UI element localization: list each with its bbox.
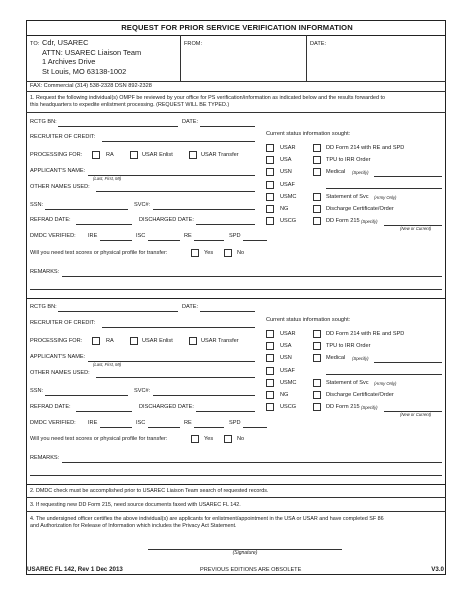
dd215-checkbox[interactable] [313,403,321,411]
statement-svc-checkbox[interactable] [313,193,321,201]
remarks-field-line-2[interactable] [30,289,442,290]
remarks-field-line-1[interactable] [62,462,442,463]
other-names-field[interactable] [96,191,255,192]
discharge-cert-checkbox[interactable] [313,205,321,213]
dd214-label: DD Form 214 with RE and SPD [326,331,405,337]
svc-field[interactable] [153,395,255,396]
date-field[interactable] [200,126,255,127]
medical-specify-hint: (Specify) [352,356,369,361]
usar-enlist-checkbox[interactable] [130,151,138,159]
discharged-label: DISCHARGED DATE: [139,217,194,223]
refrad-label: REFRAD DATE: [30,404,71,410]
status-usa-label: USA [280,157,292,163]
ire-label: IRE [88,420,98,426]
medical-label: Medical [326,169,346,175]
tpu-irr-label: TPU to IRR Order [326,343,371,349]
usar-enlist-label: USAR Enlist [142,338,173,344]
statement-svc-label: Statement of Svc [326,380,369,386]
ra-label: RA [106,338,114,344]
tpu-irr-checkbox[interactable] [313,156,321,164]
svc-field[interactable] [153,209,255,210]
current-status-label: Current status information sought: [266,131,351,137]
no-label: No [237,436,245,442]
divider [26,35,446,36]
medical-label: Medical [326,355,346,361]
status-usmc-label: USMC [280,380,297,386]
ssn-label: SSN: [30,202,44,208]
svc-label: SVC#: [134,388,151,394]
new-current-hint: (New or Current) [400,226,432,231]
divider [306,35,307,81]
medical-specify-field[interactable] [374,176,442,177]
rctg-bn-label: RCTG BN: [30,119,57,125]
medical-specify-field-2[interactable] [326,188,442,189]
to-line-2: ATTN: USAREC Liaison Team [42,47,142,57]
remarks-field-line-1[interactable] [62,276,442,277]
usar-transfer-label: USAR Transfer [201,152,239,158]
status-usn-label: USN [280,169,292,175]
ire-field[interactable] [100,240,132,241]
tpu-irr-label: TPU to IRR Order [326,157,371,163]
usar-transfer-checkbox[interactable] [189,151,197,159]
usar-enlist-label: USAR Enlist [142,152,173,158]
ra-checkbox[interactable] [92,337,100,345]
re-label: RE [184,420,192,426]
army-only-hint: (Army Only) [374,195,397,200]
date-field[interactable] [200,311,255,312]
statement-svc-label: Statement of Svc [326,194,369,200]
dd215-label: DD Form 215 [326,218,360,224]
status-usmc-label: USMC [280,194,297,200]
yes-label: Yes [204,250,214,256]
dmdc-label: DMDC VERIFIED: [30,420,76,426]
status-ng-checkbox[interactable] [266,391,274,399]
note-3: 3. If requesting new DD Form 215, need source documents faxed with USAREC FL 142. [30,502,241,508]
dd215-specify-hint: (Specify) [361,405,378,410]
army-only-hint: (Army Only) [374,381,397,386]
from-label: FROM: [184,41,203,47]
note-4-line-2: and Authorization for Release of Information which includes the Privacy Act Statement. [30,523,237,529]
current-status-label: Current status information sought: [266,317,351,323]
status-usmc-checkbox[interactable] [266,193,274,201]
dd214-checkbox[interactable] [313,144,321,152]
spd-field[interactable] [243,427,267,428]
tpu-irr-checkbox[interactable] [313,342,321,350]
to-line-3: 1 Archives Drive [42,57,96,66]
fax-line: FAX: Commercial (314) 538-2328 DSN 892-2328 [30,83,152,89]
divider [26,511,446,512]
status-usar-label: USAR [280,331,296,337]
re-field[interactable] [194,427,224,428]
remarks-field-line-2[interactable] [30,475,442,476]
svc-label: SVC#: [134,202,151,208]
to-line-4: St Louis, MO 63138-1002 [42,66,127,76]
name-hint: (Last, First, MI) [93,176,122,181]
yes-checkbox[interactable] [191,249,199,257]
status-usa-label: USA [280,343,292,349]
divider [26,484,446,485]
isc-label: ISC [136,233,146,239]
status-usa-checkbox[interactable] [266,342,274,350]
discharge-cert-checkbox[interactable] [313,391,321,399]
divider [26,497,446,498]
test-scores-question: Will you need test scores or physical profile for transfer: [30,250,168,256]
rctg-bn-label: RCTG BN: [30,304,57,310]
status-ng-label: NG [280,206,289,212]
ra-label: RA [106,152,114,158]
dd214-label: DD Form 214 with RE and SPD [326,145,405,151]
status-ng-checkbox[interactable] [266,205,274,213]
statement-svc-checkbox[interactable] [313,379,321,387]
re-field[interactable] [194,240,224,241]
rctg-bn-field[interactable] [58,311,178,312]
yes-checkbox[interactable] [191,435,199,443]
divider [26,298,446,299]
discharged-label: DISCHARGED DATE: [139,404,194,410]
refrad-field[interactable] [76,411,132,412]
dd214-checkbox[interactable] [313,330,321,338]
status-usaf-checkbox[interactable] [266,367,274,375]
signature-label: (Signature) [232,550,258,556]
usar-enlist-checkbox[interactable] [130,337,138,345]
divider [26,81,446,82]
note-2: 2. DMDC check must be accomplished prior to USAREC Liaison Team search of requested records. [30,488,269,494]
processing-for-label: PROCESSING FOR: [30,338,83,344]
status-usa-checkbox[interactable] [266,156,274,164]
instruction-1-line-2: this headquarters to expedite enlistment processing. (REQUEST WILL BE TYPED.) [30,102,230,108]
spd-label: SPD [229,420,241,426]
discharged-field[interactable] [196,411,255,412]
status-uscg-label: USCG [280,404,297,410]
status-usn-label: USN [280,355,292,361]
version-label: V3.0 [431,566,444,573]
medical-specify-hint: (Specify) [352,170,369,175]
yes-label: Yes [204,436,214,442]
date-field-label: DATE: [182,304,199,310]
processing-for-label: PROCESSING FOR: [30,152,83,158]
other-names-label: OTHER NAMES USED: [30,370,90,376]
status-usar-label: USAR [280,145,296,151]
spd-label: SPD [229,233,241,239]
recruiter-field[interactable] [102,327,255,328]
usar-transfer-label: USAR Transfer [201,338,239,344]
recruiter-label: RECRUITER OF CREDIT: [30,320,96,326]
status-usaf-label: USAF [280,368,295,374]
dd215-checkbox[interactable] [313,217,321,225]
date-label: DATE: [310,41,327,47]
ssn-field[interactable] [45,209,128,210]
discharge-cert-label: Discharge Certificate/Order [326,206,394,212]
medical-specify-field[interactable] [374,362,442,363]
status-uscg-checkbox[interactable] [266,403,274,411]
no-label: No [237,250,245,256]
medical-specify-field-2[interactable] [326,374,442,375]
discharge-cert-label: Discharge Certificate/Order [326,392,394,398]
dd215-specify-hint: (Specify) [361,219,378,224]
status-usaf-checkbox[interactable] [266,181,274,189]
refrad-field[interactable] [76,224,132,225]
dd215-label: DD Form 215 [326,404,360,410]
ire-field[interactable] [100,427,132,428]
other-names-label: OTHER NAMES USED: [30,184,90,190]
status-usn-checkbox[interactable] [266,354,274,362]
isc-field[interactable] [148,427,180,428]
rctg-bn-field[interactable] [58,126,178,127]
other-names-field[interactable] [96,377,255,378]
remarks-label: REMARKS: [30,269,60,275]
date-field-label: DATE: [182,119,199,125]
recruiter-label: RECRUITER OF CREDIT: [30,134,96,140]
applicant-name-label: APPLICANT'S NAME: [30,354,86,360]
form-title: REQUEST FOR PRIOR SERVICE VERIFICATION INFORMATION [121,23,353,32]
status-usmc-checkbox[interactable] [266,379,274,387]
isc-label: ISC [136,420,146,426]
status-usaf-label: USAF [280,182,295,188]
note-4-line-1: 4. The undersigned officer certifies the above individual(s) are applicants for enlistment/appointment in the USA or USAR and have completed SF 86 [30,516,384,522]
medical-checkbox[interactable] [313,354,321,362]
re-label: RE [184,233,192,239]
divider [180,35,181,81]
to-line-1: Cdr, USAREC [42,38,89,47]
status-uscg-label: USCG [280,218,297,224]
to-label: TO: [30,41,40,47]
status-uscg-checkbox[interactable] [266,217,274,225]
instruction-1-line-1: 1. Request the following individual(s) OMPF be reviewed by your office for PS verification/information as indicated below and the results forwarded to [30,95,385,101]
no-checkbox[interactable] [224,435,232,443]
test-scores-question: Will you need test scores or physical profile for transfer: [30,436,168,442]
medical-checkbox[interactable] [313,168,321,176]
divider [26,112,446,113]
ire-label: IRE [88,233,98,239]
ssn-field[interactable] [45,395,128,396]
new-current-hint: (New or Current) [400,412,432,417]
status-ng-label: NG [280,392,289,398]
applicant-name-label: APPLICANT'S NAME: [30,168,86,174]
no-checkbox[interactable] [224,249,232,257]
divider [26,91,446,92]
discharged-field[interactable] [196,224,255,225]
remarks-label: REMARKS: [30,455,60,461]
obsolete-notice: PREVIOUS EDITIONS ARE OBSOLETE [200,567,302,573]
dmdc-label: DMDC VERIFIED: [30,233,76,239]
status-usn-checkbox[interactable] [266,168,274,176]
recruiter-field[interactable] [102,141,255,142]
spd-field[interactable] [243,240,267,241]
isc-field[interactable] [148,240,180,241]
ra-checkbox[interactable] [92,151,100,159]
form-identifier: USAREC FL 142, Rev 1 Dec 2013 [27,566,123,573]
status-usar-checkbox[interactable] [266,144,274,152]
usar-transfer-checkbox[interactable] [189,337,197,345]
ssn-label: SSN: [30,388,44,394]
name-hint: (Last, First, MI) [93,362,122,367]
status-usar-checkbox[interactable] [266,330,274,338]
refrad-label: REFRAD DATE: [30,217,71,223]
